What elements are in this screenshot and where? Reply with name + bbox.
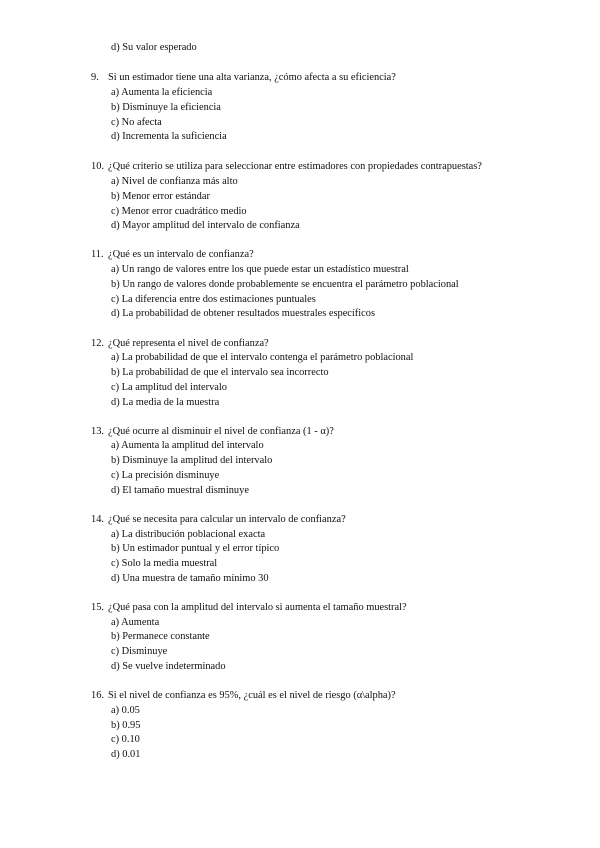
question-text: ¿Qué criterio se utiliza para seleccionar entre estimadores con propiedades contrapuestas? (108, 161, 482, 172)
question-number: 12. (91, 338, 104, 349)
option-text: a) Aumenta la eficiencia (111, 87, 213, 98)
option-text: b) Permanece constante (111, 631, 210, 642)
option-text: a) 0.05 (111, 705, 140, 716)
option-text: d) Mayor amplitud del intervalo de confianza (111, 220, 300, 231)
question-text: ¿Qué se necesita para calcular un intervalo de confianza? (108, 514, 346, 525)
question-text: ¿Qué pasa con la amplitud del intervalo si aumenta el tamaño muestral? (108, 602, 407, 613)
option-text: b) Menor error estándar (111, 191, 210, 202)
question-number: 16. (91, 690, 104, 701)
option-text: d) Incrementa la suficiencia (111, 131, 227, 142)
question-number: 10. (91, 161, 104, 172)
option-text: c) La diferencia entre dos estimaciones puntuales (111, 294, 316, 305)
option-text: c) La precisión disminuye (111, 470, 220, 481)
option-text: c) Solo la media muestral (111, 558, 218, 569)
option-text: b) 0.95 (111, 720, 141, 731)
option-text: c) No afecta (111, 117, 162, 128)
question-number: 9. (91, 72, 99, 83)
option-text: a) La distribución poblacional exacta (111, 529, 266, 540)
question-number: 14. (91, 514, 104, 525)
question-text: ¿Qué representa el nivel de confianza? (108, 338, 269, 349)
option-text: d) 0.01 (111, 749, 141, 760)
option-text: b) Disminuye la amplitud del intervalo (111, 455, 273, 466)
question-text: Si un estimador tiene una alta varianza, ¿cómo afecta a su eficiencia? (108, 72, 396, 83)
option-text: b) La probabilidad de que el intervalo sea incorrecto (111, 367, 329, 378)
option-text: a) Aumenta la amplitud del intervalo (111, 440, 264, 451)
question-number: 13. (91, 426, 104, 437)
option-text: c) Disminuye (111, 646, 168, 657)
option-text: a) Nivel de confianza más alto (111, 176, 238, 187)
option-text: d) Una muestra de tamaño mínimo 30 (111, 573, 269, 584)
option-text: a) Aumenta (111, 617, 160, 628)
option-text: d) La probabilidad de obtener resultados muestrales específicos (111, 308, 376, 319)
question-number: 15. (91, 602, 104, 613)
question-number: 11. (91, 249, 104, 260)
option-text: c) Menor error cuadrático medio (111, 206, 247, 217)
option-text: d) Su valor esperado (111, 42, 197, 53)
option-text: c) La amplitud del intervalo (111, 382, 227, 393)
option-text: d) La media de la muestra (111, 397, 220, 408)
option-text: d) Se vuelve indeterminado (111, 661, 226, 672)
question-text: Si el nivel de confianza es 95%, ¿cuál es el nivel de riesgo (α\alpha)? (108, 690, 396, 701)
option-text: d) El tamaño muestral disminuye (111, 485, 249, 496)
option-text: b) Un estimador puntual y el error típico (111, 543, 280, 554)
question-text: ¿Qué ocurre al disminuir el nivel de confianza (1 - α)? (108, 426, 334, 437)
question-text: ¿Qué es un intervalo de confianza? (108, 249, 254, 260)
option-text: a) La probabilidad de que el intervalo contenga el parámetro poblacional (111, 352, 414, 363)
option-text: a) Un rango de valores entre los que puede estar un estadístico muestral (111, 264, 409, 275)
option-text: b) Disminuye la eficiencia (111, 102, 221, 113)
option-text: c) 0.10 (111, 734, 140, 745)
option-text: b) Un rango de valores donde probablemente se encuentra el parámetro poblacional (111, 279, 459, 290)
